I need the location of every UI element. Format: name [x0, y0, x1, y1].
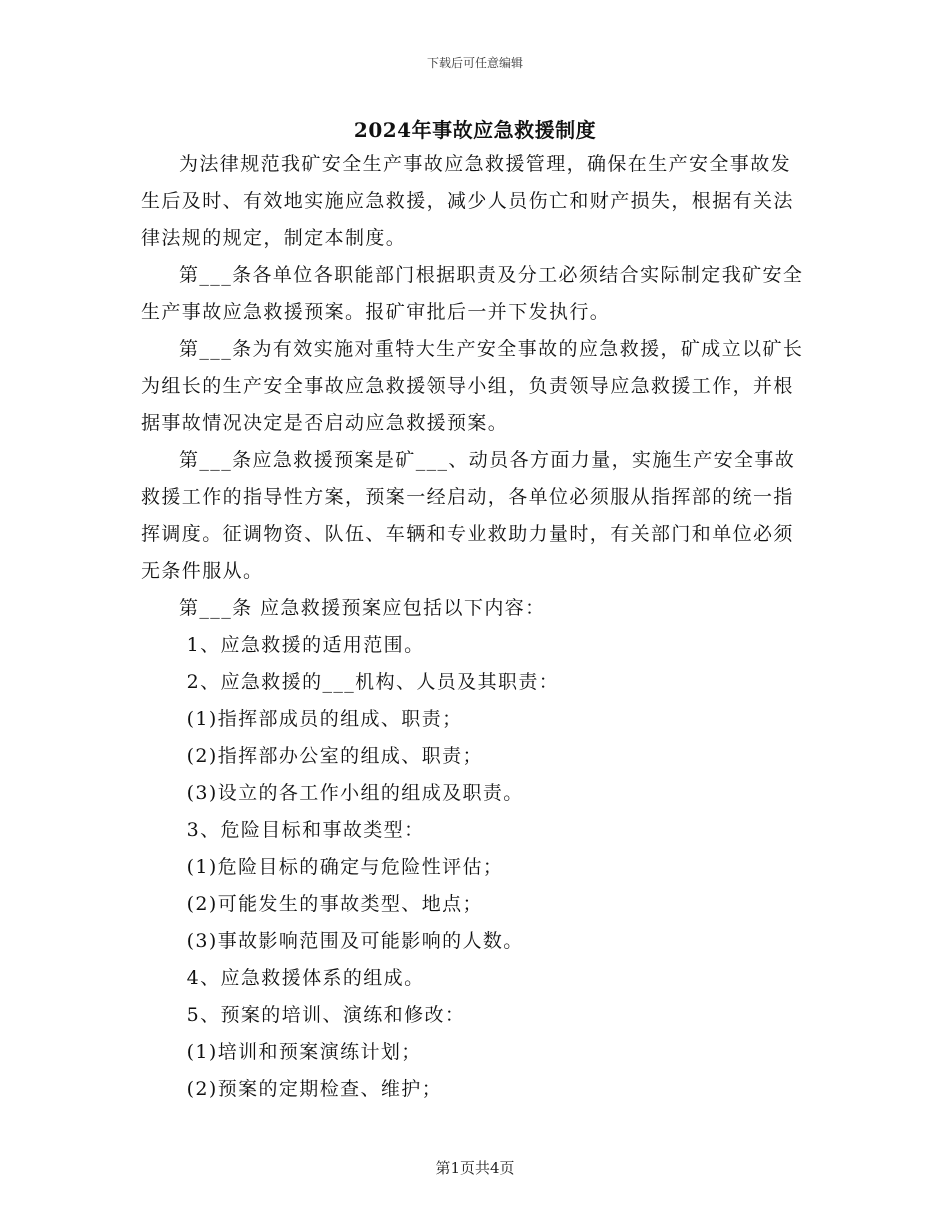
list-item: (2)指挥部办公室的组成、职责； [186, 745, 483, 767]
list-item: 2、应急救援的___机构、人员及其职责： [186, 671, 560, 693]
list-item: 1、应急救援的适用范围。 [186, 634, 425, 656]
list-item: 5、预案的培训、演练和修改： [186, 1004, 466, 1026]
paragraph-article: 第___条为有效实施对重特大生产安全事故的应急救援，矿成立以矿长为组长的生产安全事故应急救援领导小组，负责领导应急救援工作，并根据事故情况决定是否启动应急救援预案。 [141, 338, 804, 434]
page-number: 第1页共4页 [435, 1159, 515, 1177]
header-note: 下载后可任意编辑 [426, 56, 523, 70]
list-item: (1)指挥部成员的组成、职责； [186, 708, 463, 730]
document-body [141, 146, 809, 1108]
document-title: 2024年事故应急救援制度 [353, 118, 597, 142]
paragraph-article: 第___条各单位各职能部门根据职责及分工必须结合实际制定我矿安全生产事故应急救援预案。报矿审批后一并下发执行。 [141, 264, 804, 323]
list-item: (2)预案的定期检查、维护； [186, 1078, 443, 1100]
paragraph-article: 第___条应急救援预案是矿___、动员各方面力量，实施生产安全事故救援工作的指导性方案，预案一经启动，各单位必须服从指挥部的统一指挥调度。征调物资、队伍、车辆和专业救助力量时，有关部门和单位必须无条件服从。 [141, 449, 796, 582]
list-item: (1)危险目标的确定与危险性评估； [186, 856, 504, 878]
paragraph-intro: 为法律规范我矿安全生产事故应急救援管理，确保在生产安全事故发生后及时、有效地实施应急救援，减少人员伤亡和财产损失，根据有关法律法规的规定，制定本制度。 [141, 153, 794, 249]
list-item: (2)可能发生的事故类型、地点； [186, 893, 483, 915]
list-item: (3)事故影响范围及可能影响的人数。 [186, 930, 524, 952]
list-item: 3、危险目标和事故类型： [186, 819, 425, 841]
paragraph-article: 第___条 应急救援预案应包括以下内容： [179, 597, 546, 619]
list-item: 4、应急救援体系的组成。 [186, 967, 425, 989]
list-item: (1)培训和预案演练计划； [186, 1041, 422, 1063]
list-item: (3)设立的各工作小组的组成及职责。 [186, 782, 524, 804]
